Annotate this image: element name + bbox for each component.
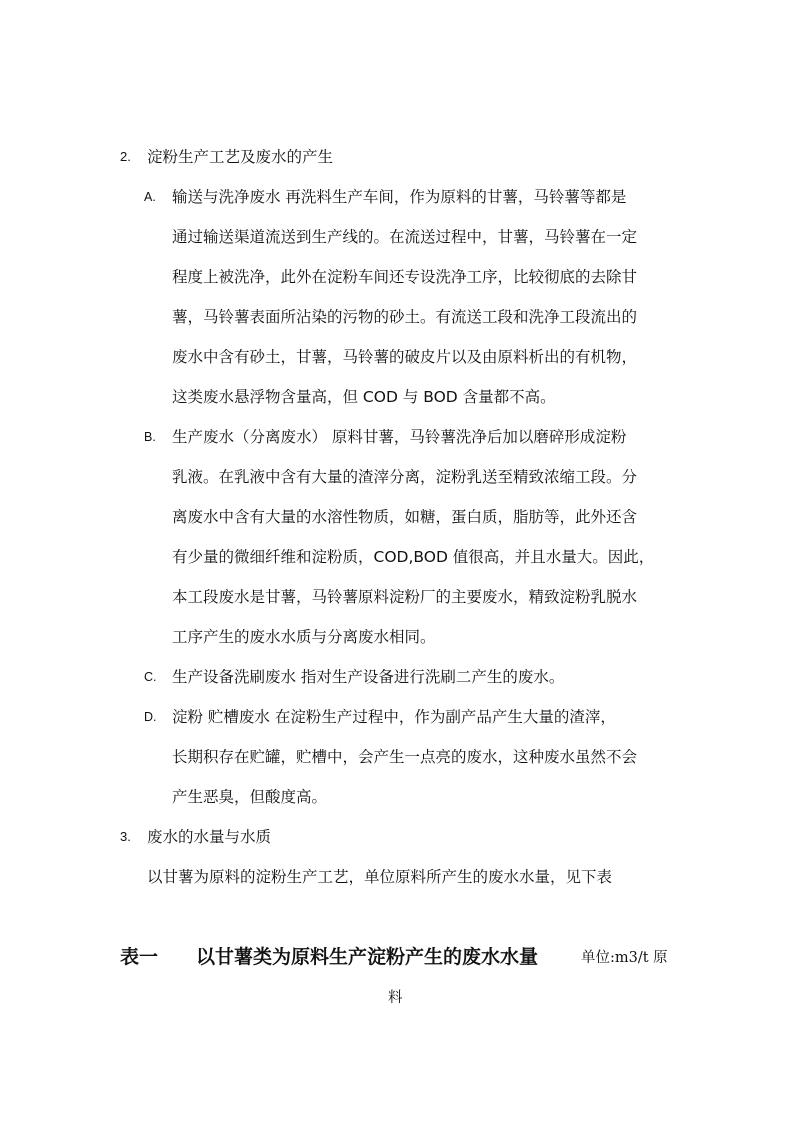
section-3-paragraph: 以甘薯为原料的淀粉生产工艺，单位原料所产生的废水水量，见下表	[147, 868, 613, 886]
item-d-line-3: 产生恶臭，但酸度高。	[172, 788, 328, 806]
item-a-line-1: 输送与洗净废水 再洗料生产车间，作为原料的甘薯，马铃薯等都是	[172, 188, 627, 206]
item-d-line-1: 淀粉 贮槽废水 在淀粉生产过程中，作为副产品产生大量的渣滓，	[172, 708, 616, 726]
item-b-line-3: 离废水中含有大量的水溶性物质，如糖，蛋白质，脂肪等，此外还含	[172, 508, 638, 526]
item-b-line-6: 工序产生的废水水质与分离废水相同。	[172, 628, 436, 646]
item-b-line-2: 乳液。在乳液中含有大量的渣滓分离，淀粉乳送至精致浓缩工段。分	[172, 468, 638, 486]
table-caption-unit-continued: 料	[388, 990, 403, 1006]
item-c-line-1: 生产设备洗刷废水 指对生产设备进行洗刷二产生的废水。	[172, 668, 565, 686]
section-2-heading: 淀粉生产工艺及废水的产生	[147, 148, 334, 166]
item-b-line-5: 本工段废水是甘薯，马铃薯原料淀粉厂的主要废水，精致淀粉乳脱水	[172, 588, 638, 606]
item-a-line-4: 薯，马铃薯表面所沾染的污物的砂土。有流送工段和洗净工段流出的	[172, 308, 638, 326]
table-caption-label: 表一	[120, 946, 159, 968]
item-d-line-2: 长期积存在贮罐，贮槽中，会产生一点亮的废水，这种废水虽然不会	[172, 748, 638, 766]
section-3-heading: 废水的水量与水质	[147, 828, 272, 846]
item-a-letter: A.	[144, 190, 156, 204]
item-a-line-6: 这类废水悬浮物含量高，但 COD 与 BOD 含量都不高。	[172, 388, 556, 406]
item-b-line-1: 生产废水（分离废水） 原料甘薯，马铃薯洗净后加以磨碎形成淀粉	[172, 428, 627, 446]
item-a-line-3: 程度上被洗净，此外在淀粉车间还专设洗净工序，比较彻底的去除甘	[172, 268, 638, 286]
item-b-line-4: 有少量的微细纤维和淀粉质，COD,BOD 值很高，并且水量大。因此，	[172, 548, 655, 566]
item-c-letter: C.	[144, 670, 157, 684]
section-3-number: 3.	[120, 829, 131, 844]
item-b-letter: B.	[144, 430, 156, 444]
item-a-line-5: 废水中含有砂土，甘薯，马铃薯的破皮片以及由原料析出的有机物，	[172, 348, 638, 366]
item-a-line-2: 通过输送渠道流送到生产线的。在流送过程中，甘薯，马铃薯在一定	[172, 228, 638, 246]
table-caption-title: 以甘薯类为原料生产淀粉产生的废水水量	[196, 946, 539, 968]
table-caption-unit: 单位:m3/t 原	[581, 950, 668, 966]
item-d-letter: D.	[144, 710, 157, 724]
section-2-number: 2.	[120, 149, 131, 164]
